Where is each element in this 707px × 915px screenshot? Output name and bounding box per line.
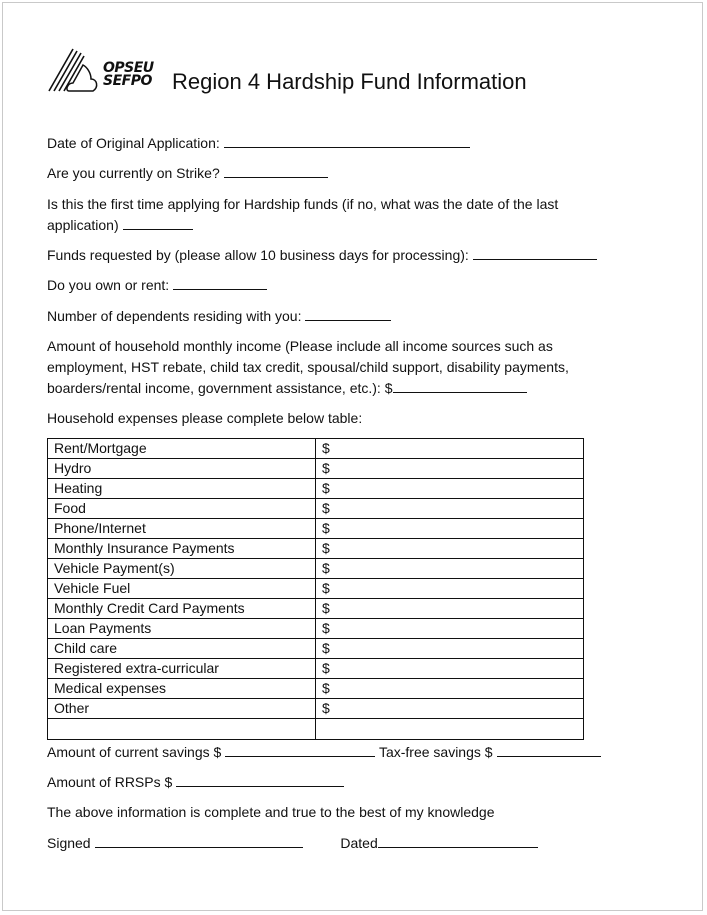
dated-label: Dated xyxy=(340,835,378,851)
expense-category: Other xyxy=(48,699,316,719)
expense-amount-cell[interactable]: $ xyxy=(316,519,584,539)
date-original-application-row xyxy=(47,133,470,154)
expense-category: Heating xyxy=(48,479,316,499)
signature-field[interactable] xyxy=(95,833,303,848)
funds-requested-label: Funds requested by (please allow 10 business days for processing): xyxy=(47,247,469,263)
table-row xyxy=(48,479,584,499)
tax-free-savings-label: Tax-free savings $ xyxy=(378,744,493,760)
table-row xyxy=(48,459,584,479)
tax-free-savings-field[interactable] xyxy=(497,742,601,757)
dated-field[interactable] xyxy=(378,833,538,848)
expense-amount-cell[interactable]: $ xyxy=(316,659,584,679)
expense-category: Phone/Internet xyxy=(48,519,316,539)
income-field[interactable] xyxy=(393,378,527,393)
last-application-date-field[interactable] xyxy=(123,215,193,230)
expense-amount-cell[interactable]: $ xyxy=(316,559,584,579)
dependents-row xyxy=(47,306,391,327)
expense-amount-cell[interactable]: $ xyxy=(316,699,584,719)
expense-amount-cell[interactable]: $ xyxy=(316,579,584,599)
signature-row xyxy=(47,833,538,854)
expense-category: Registered extra-curricular xyxy=(48,659,316,679)
expense-amount-cell[interactable]: $ xyxy=(316,599,584,619)
on-strike-field[interactable] xyxy=(224,163,328,178)
table-row xyxy=(48,619,584,639)
expense-amount-cell[interactable]: $ xyxy=(316,639,584,659)
income-row-1: Amount of household monthly income (Please include all income sources such as xyxy=(47,338,553,354)
blank-category-cell[interactable] xyxy=(48,719,316,740)
income-label: boarders/rental income, government assistance, etc.): $ xyxy=(47,380,393,396)
header xyxy=(47,47,157,93)
expense-category: Child care xyxy=(48,639,316,659)
table-row xyxy=(48,579,584,599)
expense-category: Food xyxy=(48,499,316,519)
dependents-field[interactable] xyxy=(305,306,391,321)
date-original-application-label: Date of Original Application: xyxy=(47,135,220,151)
savings-row xyxy=(47,742,601,763)
first-time-label: application) xyxy=(47,217,119,233)
blank-amount-cell[interactable] xyxy=(316,719,584,740)
expense-amount-cell[interactable]: $ xyxy=(316,459,584,479)
rrsps-label: Amount of RRSPs $ xyxy=(47,774,173,790)
expense-category: Medical expenses xyxy=(48,679,316,699)
signed-label: Signed xyxy=(47,835,91,851)
expenses-intro: Household expenses please complete below table: xyxy=(47,410,363,426)
table-row xyxy=(48,439,584,459)
expense-amount-cell[interactable]: $ xyxy=(316,619,584,639)
expense-category: Hydro xyxy=(48,459,316,479)
funds-requested-row xyxy=(47,245,597,266)
funds-requested-field[interactable] xyxy=(473,245,597,260)
current-savings-field[interactable] xyxy=(225,742,375,757)
table-row xyxy=(48,519,584,539)
income-row-2: employment, HST rebate, child tax credit, spousal/child support, disability payments, xyxy=(47,359,569,375)
page-title: Region 4 Hardship Fund Information xyxy=(172,69,527,94)
own-or-rent-label: Do you own or rent: xyxy=(47,277,170,293)
document-page xyxy=(2,2,703,911)
current-savings-label: Amount of current savings $ xyxy=(47,744,222,760)
expense-amount-cell[interactable]: $ xyxy=(316,539,584,559)
table-row xyxy=(48,639,584,659)
rrsps-row xyxy=(47,772,344,793)
expense-amount-cell[interactable]: $ xyxy=(316,479,584,499)
date-original-application-field[interactable] xyxy=(224,133,470,148)
expense-category: Vehicle Payment(s) xyxy=(48,559,316,579)
expense-category: Monthly Insurance Payments xyxy=(48,539,316,559)
on-strike-row xyxy=(47,163,328,184)
opseu-trillium-icon xyxy=(47,47,107,93)
on-strike-label: Are you currently on Strike? xyxy=(47,165,220,181)
table-row xyxy=(48,559,584,579)
table-row xyxy=(48,699,584,719)
table-row xyxy=(48,499,584,519)
table-row xyxy=(48,599,584,619)
first-time-row-1: Is this the first time applying for Hardship funds (if no, what was the date of the last xyxy=(47,196,559,212)
expense-category: Vehicle Fuel xyxy=(48,579,316,599)
logo-line2: SEFPO xyxy=(103,73,152,89)
expense-category: Loan Payments xyxy=(48,619,316,639)
table-row xyxy=(48,659,584,679)
expense-amount-cell[interactable]: $ xyxy=(316,499,584,519)
expense-amount-cell[interactable]: $ xyxy=(316,679,584,699)
table-row xyxy=(48,679,584,699)
logo-line1: OPSEU xyxy=(103,60,154,76)
first-time-row-2 xyxy=(47,215,193,236)
rrsps-field[interactable] xyxy=(176,772,344,787)
table-row xyxy=(48,539,584,559)
income-row-3 xyxy=(47,378,527,399)
table-row-blank xyxy=(48,719,584,740)
declaration-statement: The above information is complete and true to the best of my knowledge xyxy=(47,804,495,820)
expenses-table xyxy=(47,438,584,740)
expense-category: Rent/Mortgage xyxy=(48,439,316,459)
own-or-rent-row xyxy=(47,275,267,296)
opseu-logo xyxy=(47,47,157,93)
own-or-rent-field[interactable] xyxy=(173,275,267,290)
expense-category: Monthly Credit Card Payments xyxy=(48,599,316,619)
expense-amount-cell[interactable]: $ xyxy=(316,439,584,459)
dependents-label: Number of dependents residing with you: xyxy=(47,308,302,324)
